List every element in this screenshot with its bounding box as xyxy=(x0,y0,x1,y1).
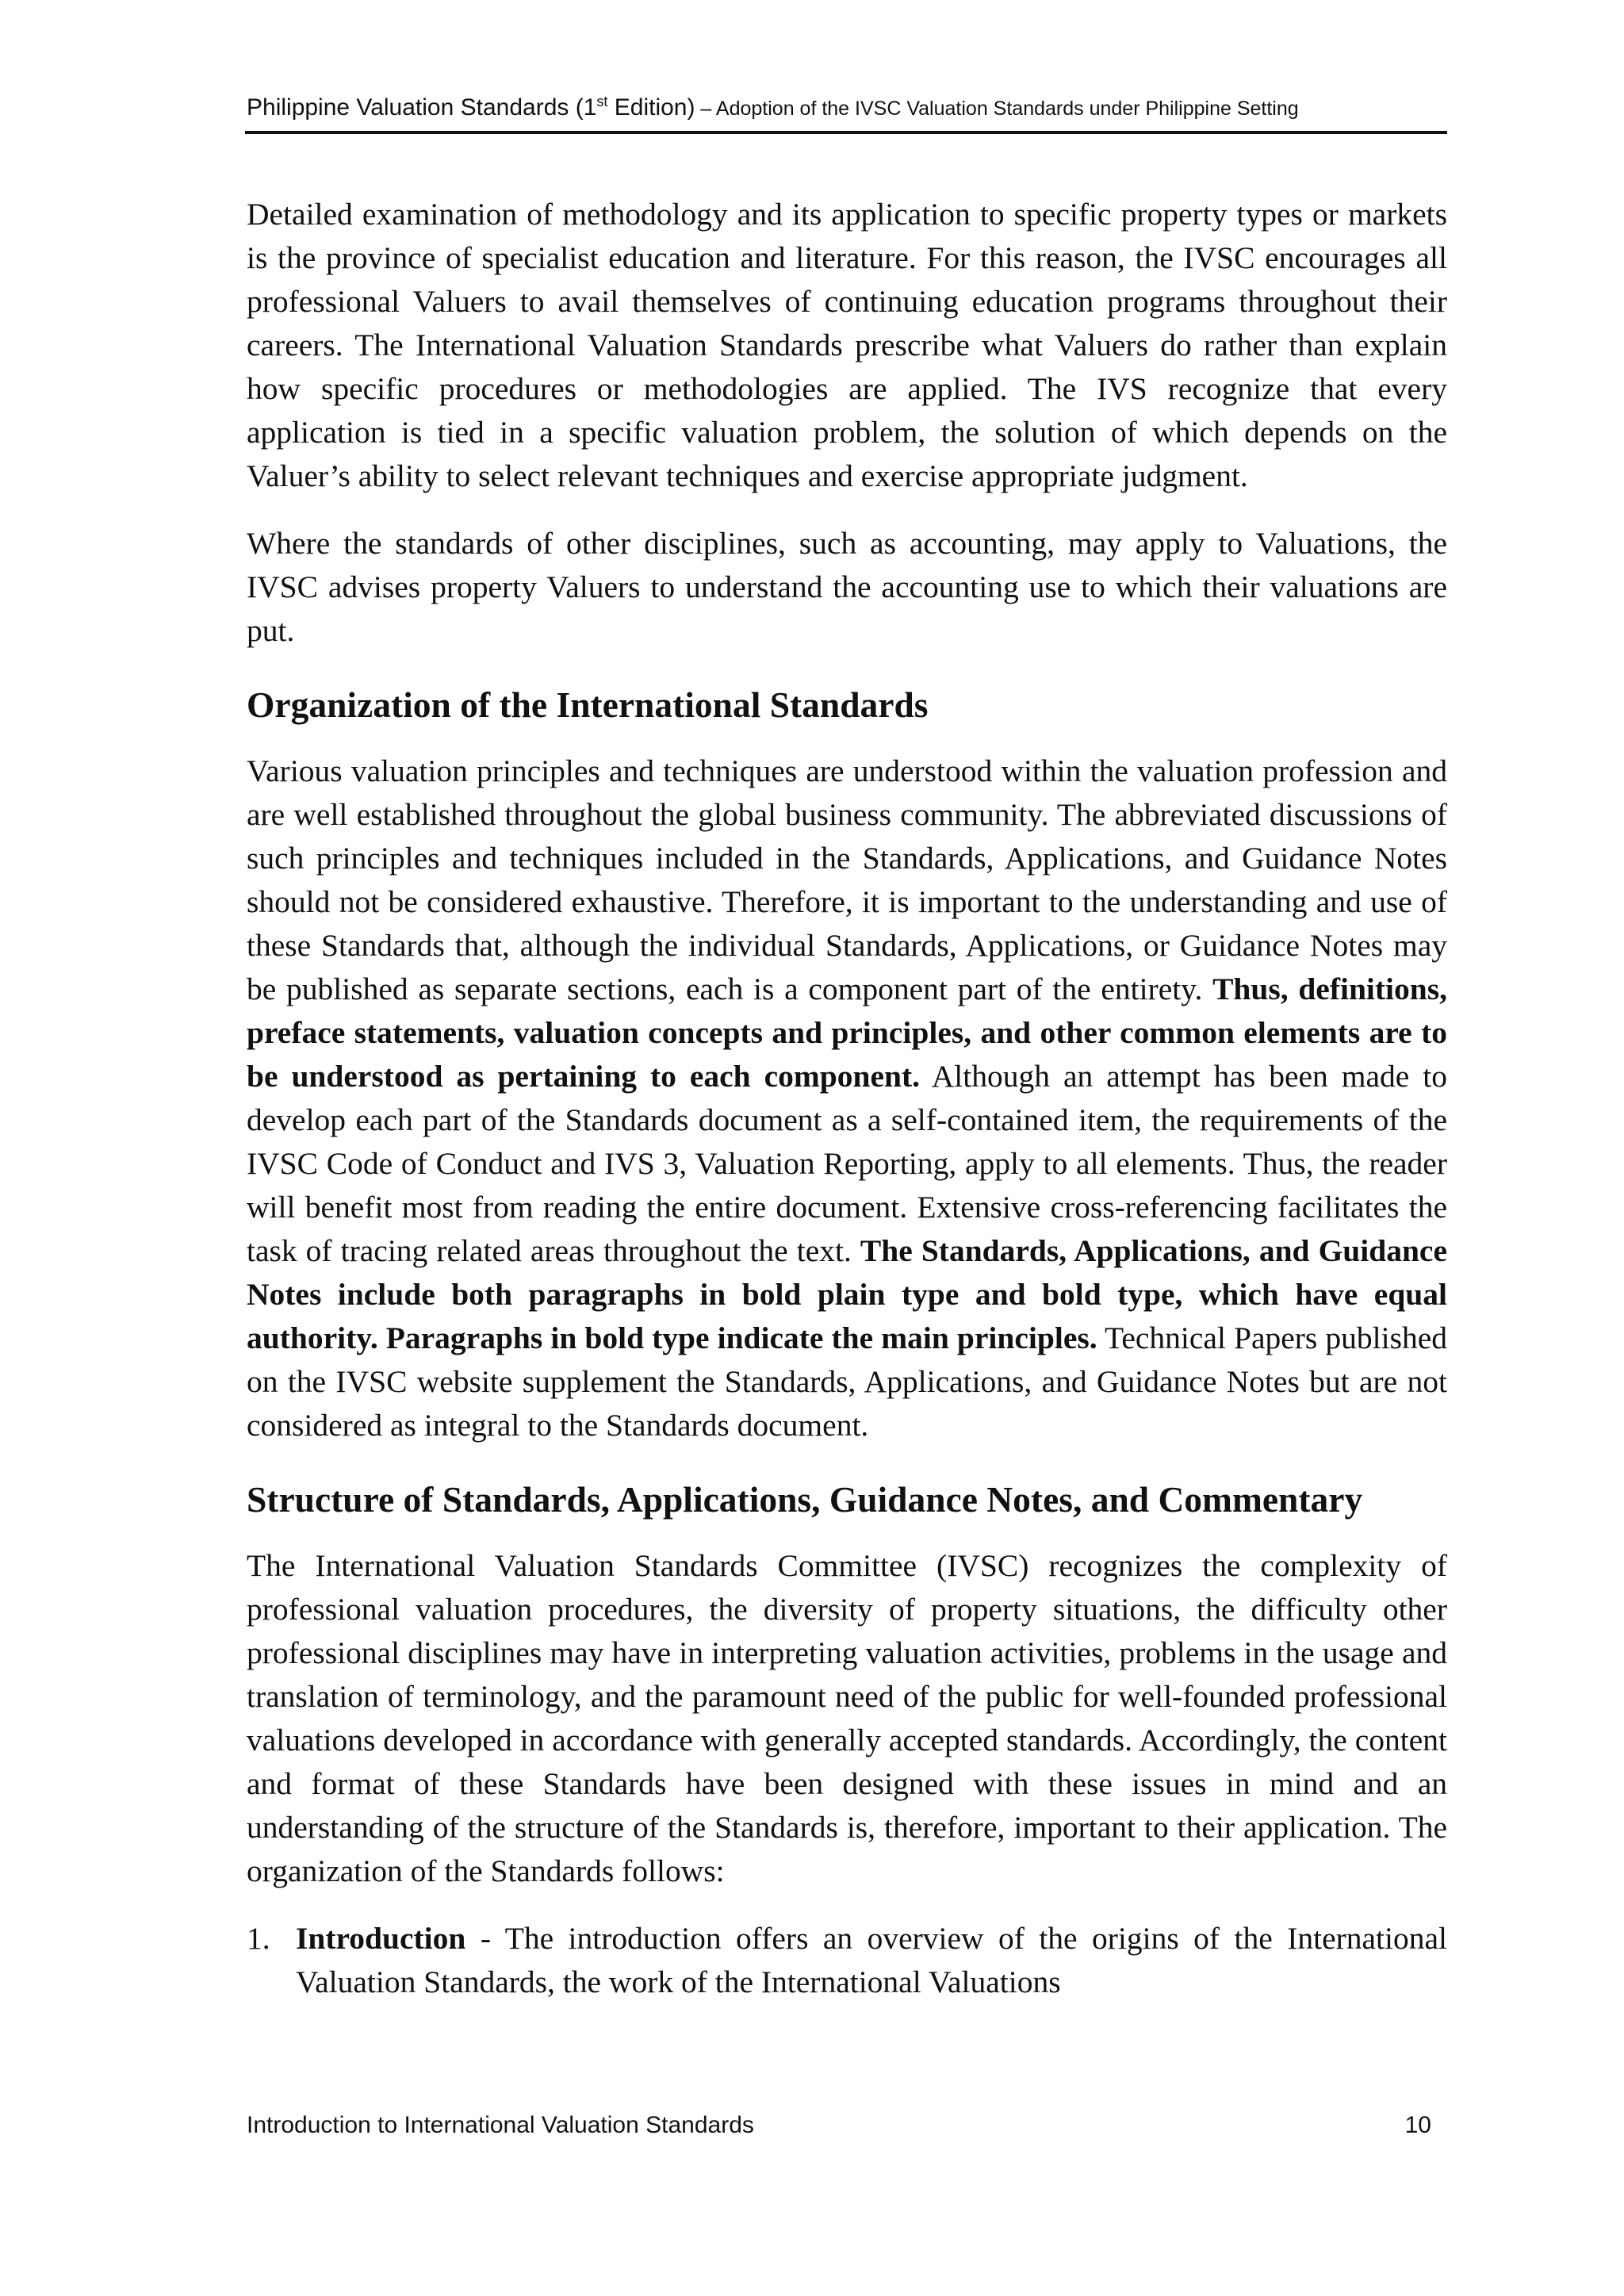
header-title-edition: Edition) xyxy=(607,94,695,121)
list-item xyxy=(247,1917,1447,2004)
list-item-number: 1. xyxy=(247,1921,270,1956)
header-title-superscript: st xyxy=(596,94,608,109)
page-body xyxy=(247,193,1447,2004)
paragraph-organization-part-3: Technical Papers published on the IVSC website supplement the Standards, Applications, and Guidance Notes but are not considered as integral to the Standards document. xyxy=(247,1320,1447,1443)
paragraph-other-disciplines: Where the standards of other disciplines, such as accounting, may apply to Valuations, the IVSC advises property Valuers to understand the accounting use to which their valuations are put. xyxy=(247,526,1447,648)
paragraph-methodology: Detailed examination of methodology and its application to specific property types or markets is the province of specialist education and literature. For this reason, the IVSC encourages all professional Valuers to avail themselves of continuing education programs throughout their careers. The International Valuation Standards prescribe what Valuers do rather than explain how specific procedures or methodologies are applied. The IVS recognize that every application is tied in a specific valuation problem, the solution of which depends on the Valuer’s ability to select relevant techniques and exercise appropriate judgment. xyxy=(247,197,1447,493)
page-number: 10 xyxy=(1404,2112,1431,2138)
paragraph-organization-bold-1: Thus, definitions, preface statements, valuation concepts and principles, and other common elements are to be understood as pertaining to each component. xyxy=(247,972,1447,1094)
paragraph-organization xyxy=(247,749,1447,1447)
running-header xyxy=(247,94,1447,121)
header-subtitle: – Adoption of the IVSC Valuation Standards under Philippine Setting xyxy=(695,98,1299,120)
heading-organization: Organization of the International Standards xyxy=(247,684,929,725)
list-item-term: Introduction xyxy=(296,1921,466,1956)
page-footer xyxy=(247,2112,1431,2139)
footer-label: Introduction to International Valuation Standards xyxy=(247,2112,754,2138)
list-item-text: - The introduction offers an overview of the origins of the International Valuation Standards, the work of the International Valuations xyxy=(296,1921,1447,1999)
paragraph-organization-part-1: Various valuation principles and techniques are understood within the valuation profession and are well established throughout the global business community. The abbreviated discussions of such principles and techniques included in the Standards, Applications, and Guidance Notes should not be considered exhaustive. Therefore, it is important to the understanding and use of these Standards that, although the individual Standards, Applications, or Guidance Notes may be published as separate sections, each is a component part of the entirety. xyxy=(247,753,1447,1006)
paragraph-organization-bold-2: The Standards, Applications, and Guidance Notes include both paragraphs in bold plain type and bold type, which have equal authority. Paragraphs in bold type indicate the main principles. xyxy=(247,1233,1447,1355)
heading-structure: Structure of Standards, Applications, Guidance Notes, and Commentary xyxy=(247,1479,1363,1520)
header-title: Philippine Valuation Standards (1 xyxy=(247,94,597,121)
paragraph-organization-part-2: Although an attempt has been made to develop each part of the Standards document as a self-contained item, the requirements of the IVSC Code of Conduct and IVS 3, Valuation Reporting, apply to all elements. Thus, the reader will benefit most from reading the entire document. Extensive cross-referencing facilitates the task of tracing related areas throughout the text. xyxy=(247,1059,1447,1268)
paragraph-structure: The International Valuation Standards Committee (IVSC) recognizes the complexity of professional valuation procedures, the diversity of property situations, the difficulty other professional disciplines may have in interpreting valuation activities, problems in the usage and translation of terminology, and the paramount need of the public for well-founded professional valuations developed in accordance with generally accepted standards. Accordingly, the content and format of these Standards have been designed with these issues in mind and an understanding of the structure of the Standards is, therefore, important to their application. The organization of the Standards follows: xyxy=(247,1548,1447,1888)
header-rule xyxy=(245,131,1447,134)
